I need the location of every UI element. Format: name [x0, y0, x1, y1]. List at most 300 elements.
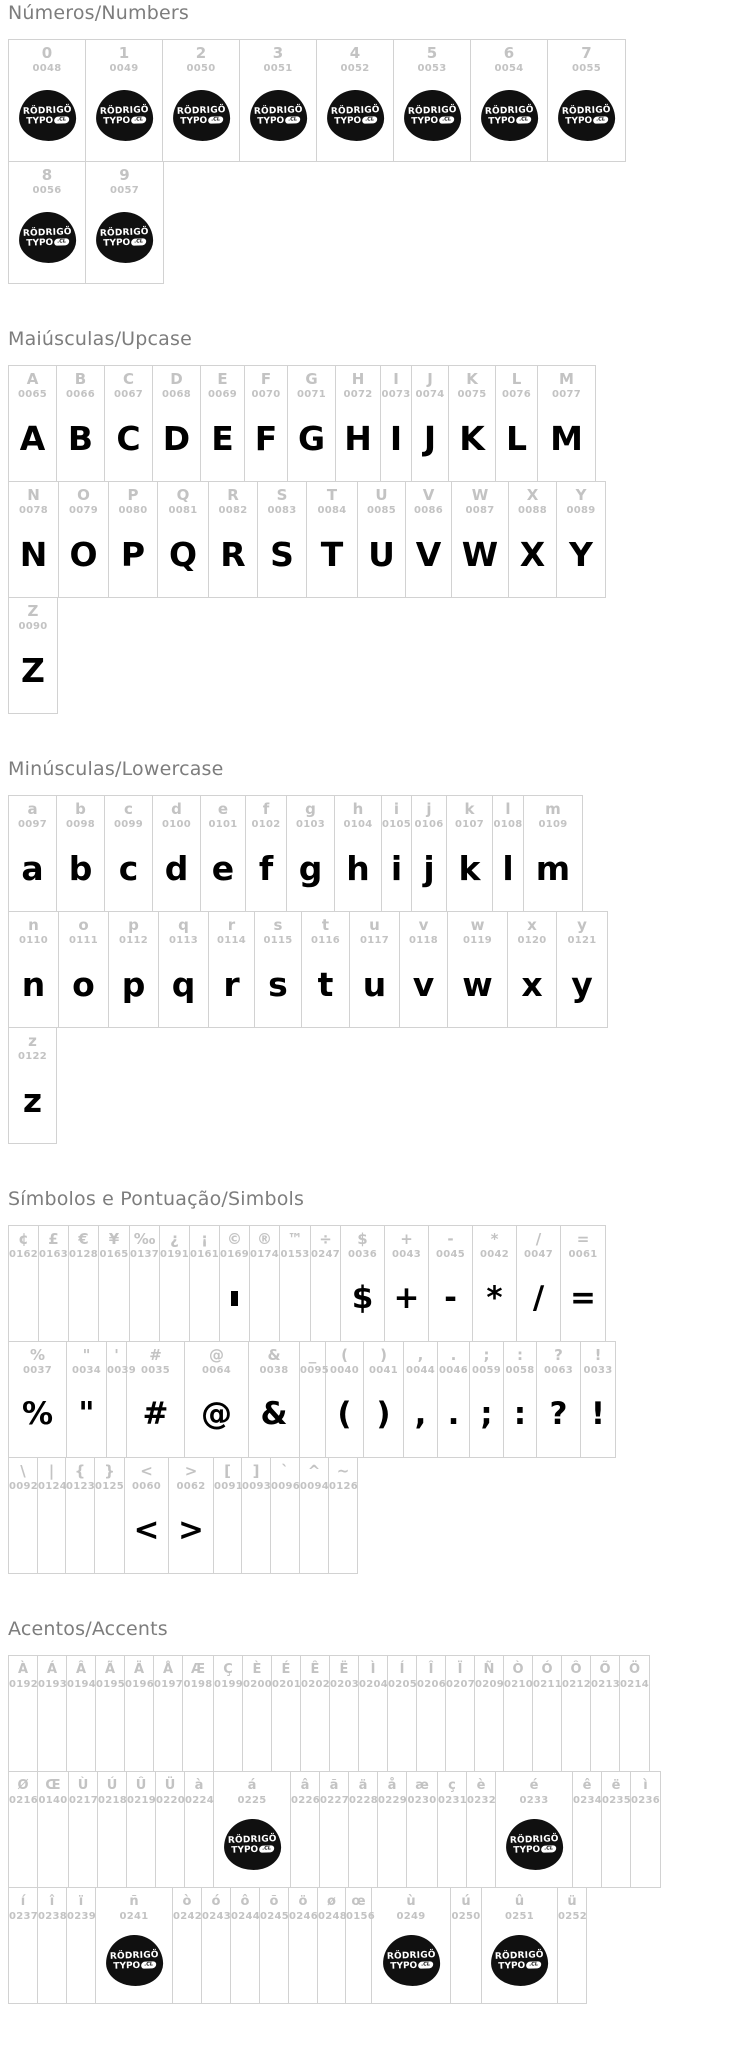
- glyph-code: 0140: [38, 1795, 68, 1806]
- glyph-cell-0091: [214, 1458, 242, 1573]
- glyph-char: 9: [119, 166, 130, 184]
- glyph-cell-0099: [105, 796, 153, 911]
- glyph-slot: [9, 401, 56, 476]
- glyph-char: {: [74, 1462, 86, 1480]
- logo-line2: [513, 1844, 556, 1855]
- glyph: z: [22, 1081, 43, 1120]
- glyph-slot: [335, 831, 381, 906]
- glyph-slot: [452, 517, 508, 592]
- glyph-row: [8, 481, 606, 598]
- glyph-code: 0057: [109, 185, 140, 196]
- glyph-slot: [591, 1691, 619, 1766]
- glyph-slot: [209, 517, 257, 592]
- glyph-slot: [9, 1261, 38, 1336]
- glyph-slot: [509, 517, 556, 592]
- glyph-code: 0163: [39, 1249, 69, 1260]
- glyph-char: Z: [27, 602, 39, 620]
- glyph-cell-0076: [496, 366, 538, 481]
- glyph-char: ?: [554, 1346, 563, 1364]
- glyph-cell-0193: [38, 1656, 67, 1771]
- glyph-slot: [38, 1807, 68, 1882]
- glyph-code: 0219: [127, 1795, 157, 1806]
- glyph-cell-0110: [9, 912, 59, 1027]
- glyph-slot: [109, 517, 157, 592]
- glyph-char: Â: [75, 1662, 87, 1677]
- glyph-code: 0216: [9, 1795, 39, 1806]
- glyph-cell-0235: [602, 1772, 631, 1887]
- glyph-cell-0120: [508, 912, 557, 1027]
- glyph-char: û: [514, 1894, 525, 1909]
- glyph-slot: [359, 1691, 387, 1766]
- glyph-char: k: [464, 800, 475, 818]
- glyph-code: 0069: [207, 389, 238, 400]
- glyph-slot: [156, 1807, 184, 1882]
- glyph-char: ç: [448, 1778, 456, 1793]
- glyph-code: 0248: [318, 1911, 348, 1922]
- glyph-char: R: [227, 486, 239, 504]
- glyph-code: 0055: [571, 63, 602, 74]
- glyph-char: ^: [307, 1462, 321, 1480]
- glyph-slot: [9, 75, 85, 156]
- glyph-char: <: [140, 1462, 153, 1480]
- glyph: e: [211, 849, 235, 888]
- glyph-char: Æ: [190, 1662, 206, 1677]
- glyph: r: [223, 965, 240, 1004]
- glyph-slot: [557, 947, 607, 1022]
- glyph-code: 0174: [250, 1249, 280, 1260]
- glyph-code: 0071: [296, 389, 327, 400]
- glyph-code: 0101: [208, 819, 238, 830]
- glyph-code: 0074: [415, 389, 445, 400]
- glyph-code: 0084: [317, 505, 347, 516]
- glyph: P: [120, 535, 146, 574]
- glyph-char: õ: [269, 1894, 279, 1909]
- glyph-cell-0080: [109, 482, 158, 597]
- glyph-slot: [9, 1807, 37, 1882]
- glyph-cell-0073: [381, 366, 412, 481]
- glyph-char: Õ: [599, 1662, 611, 1677]
- glyph-code: 0162: [9, 1249, 39, 1260]
- glyph-char: ¡: [201, 1230, 208, 1248]
- glyph-char: x: [527, 916, 537, 934]
- glyph-code: 0118: [408, 935, 439, 946]
- glyph: F: [254, 419, 278, 458]
- glyph-code: 0060: [131, 1481, 162, 1492]
- logo-badge: .CL: [417, 1961, 432, 1969]
- glyph-code: 0048: [32, 63, 62, 74]
- glyph-slot: [9, 633, 57, 708]
- glyph-slot: [214, 1493, 241, 1568]
- glyph-slot: [548, 75, 625, 156]
- glyph-code: 0042: [479, 1249, 510, 1260]
- glyph-char: Í: [399, 1662, 405, 1677]
- glyph-char: ': [114, 1346, 119, 1364]
- glyph-slot: [107, 1377, 126, 1452]
- glyph-code: 0156: [346, 1911, 376, 1922]
- glyph-code: 0169: [220, 1249, 250, 1260]
- glyph-cell-0061: [561, 1226, 605, 1341]
- glyph-code: 0210: [504, 1679, 534, 1690]
- glyph-code: 0033: [583, 1365, 613, 1376]
- rodrigotypo-logo: [403, 89, 462, 142]
- glyph-cell-0232: [467, 1772, 496, 1887]
- glyph-cell-0205: [388, 1656, 417, 1771]
- glyph-code: 0095: [300, 1365, 330, 1376]
- glyph-table-symbols: [8, 1225, 730, 1574]
- glyph-slot: [246, 831, 286, 906]
- glyph-char: 7: [581, 44, 592, 62]
- glyph-code: 0211: [533, 1679, 563, 1690]
- glyph-code: 0098: [65, 819, 96, 830]
- glyph-slot: [59, 517, 108, 592]
- logo-line2: [180, 115, 223, 126]
- glyph-code: 0088: [517, 505, 548, 516]
- glyph-row: [8, 161, 164, 284]
- glyph-slot: [341, 1261, 384, 1336]
- glyph-cell-0069: [201, 366, 245, 481]
- glyph-slot: [153, 401, 200, 476]
- glyph-char: Y: [575, 486, 587, 504]
- glyph-char: z: [28, 1032, 37, 1050]
- glyph-cell-0079: [59, 482, 109, 597]
- glyph: -: [444, 1280, 457, 1316]
- glyph-code: 0043: [391, 1249, 422, 1260]
- glyph-slot: [631, 1807, 660, 1882]
- glyph-cell-0249: [372, 1888, 451, 2003]
- glyph-char: (: [341, 1346, 348, 1364]
- logo-line2-text: TYPO: [230, 1844, 258, 1856]
- glyph-char: .: [450, 1346, 457, 1364]
- logo-line2: [488, 115, 531, 126]
- glyph-cell-0086: [406, 482, 452, 597]
- glyph-row: [8, 39, 626, 162]
- glyph-code: 0212: [562, 1679, 592, 1690]
- glyph-code: 0114: [216, 935, 247, 946]
- glyph: A: [19, 419, 46, 458]
- section-title-lowercase: Minúsculas/Lowercase: [8, 758, 224, 780]
- glyph-code: 0126: [329, 1481, 359, 1492]
- glyph-cell-0046: [438, 1342, 470, 1457]
- glyph-cell-0106: [412, 796, 447, 911]
- glyph-table-uppercase: [8, 365, 730, 714]
- glyph-code: 0236: [631, 1795, 661, 1806]
- glyph-char: Ä: [133, 1662, 145, 1677]
- glyph-slot: [385, 1261, 428, 1336]
- glyph-slot: [240, 75, 316, 156]
- glyph-char: Q: [176, 486, 190, 504]
- glyph-char: O: [77, 486, 90, 504]
- glyph-code: 0116: [310, 935, 341, 946]
- glyph: (: [337, 1396, 352, 1432]
- glyph-char: 8: [41, 166, 53, 184]
- glyph-code: 0191: [160, 1249, 190, 1260]
- glyph-cell-0109: [524, 796, 582, 911]
- logo-line1: RÖDRIGÖ: [99, 104, 149, 117]
- glyph-slot: [412, 831, 446, 906]
- glyph-code: 0102: [251, 819, 281, 830]
- glyph-slot: [245, 401, 287, 476]
- glyph-slot: [125, 1691, 153, 1766]
- glyph-char: ©: [227, 1230, 242, 1248]
- glyph-code: 0037: [22, 1365, 53, 1376]
- logo-line1: RÖDRIGÖ: [109, 1949, 159, 1962]
- glyph-char: y: [577, 916, 587, 934]
- logo-line1: RÖDRIGÖ: [484, 104, 534, 117]
- logo-line1: RÖDRIGÖ: [99, 226, 149, 239]
- logo-line2-text: TYPO: [112, 1960, 140, 1972]
- glyph-char: Ú: [106, 1778, 118, 1793]
- logo-line2: [113, 1960, 156, 1971]
- rodrigotypo-logo: [557, 89, 616, 142]
- glyph: Z: [21, 651, 45, 690]
- glyph-cell-0210: [504, 1656, 533, 1771]
- glyph-cell-0117: [350, 912, 400, 1027]
- glyph-code: 0087: [465, 505, 495, 516]
- glyph-code: 0137: [130, 1249, 160, 1260]
- glyph-cell-0137: [130, 1226, 160, 1341]
- glyph-char: W: [471, 486, 489, 504]
- logo-badge: .CL: [53, 116, 68, 124]
- glyph-cell-0123: [66, 1458, 95, 1573]
- glyph-char: ê: [582, 1778, 592, 1793]
- glyph-cell-0094: [300, 1458, 329, 1573]
- glyph-slot: [378, 1807, 406, 1882]
- glyph: n: [21, 965, 46, 1004]
- glyph-slot: [336, 401, 380, 476]
- glyph-bar: [231, 1291, 238, 1306]
- glyph-char: N: [27, 486, 40, 504]
- glyph-char: :: [517, 1346, 523, 1364]
- glyph-char: Ë: [339, 1662, 349, 1677]
- glyph-char: a: [27, 800, 38, 818]
- rodrigotypo-logo: [95, 211, 154, 264]
- glyph-cell-0211: [533, 1656, 562, 1771]
- glyph-slot: [57, 401, 104, 476]
- glyph-cell-0153: [280, 1226, 311, 1341]
- glyph-slot: [467, 1807, 495, 1882]
- glyph-slot: [394, 75, 470, 156]
- glyph-code: 0096: [271, 1481, 301, 1492]
- glyph-slot: [558, 1923, 586, 1998]
- glyph-cell-0126: [329, 1458, 357, 1573]
- glyph-char: í: [20, 1894, 26, 1909]
- glyph-slot: [99, 1261, 129, 1336]
- logo-line1: RÖDRIGÖ: [330, 104, 380, 117]
- glyph-cell-0066: [57, 366, 105, 481]
- glyph-slot: [105, 401, 152, 476]
- glyph: H: [344, 419, 372, 458]
- glyph-char: Ì: [370, 1662, 376, 1677]
- glyph-char: ,: [417, 1346, 424, 1364]
- rodrigotypo-logo: [172, 89, 231, 142]
- glyph-cell-0244: [231, 1888, 260, 2003]
- glyph-char: o: [78, 916, 89, 934]
- glyph-code: 0039: [107, 1365, 137, 1376]
- glyph-slot: [201, 831, 245, 906]
- glyph-code: 0097: [17, 819, 48, 830]
- logo-line2: [257, 115, 300, 126]
- glyph-char: +: [400, 1230, 413, 1248]
- glyph-cell-0200: [243, 1656, 272, 1771]
- glyph: a: [21, 849, 44, 888]
- glyph-cell-0242: [173, 1888, 202, 2003]
- logo-line2: [26, 237, 69, 248]
- glyph-cell-0038: [249, 1342, 300, 1457]
- glyph-slot: [9, 947, 58, 1022]
- glyph-cell-0119: [448, 912, 508, 1027]
- glyph-char: i: [393, 800, 400, 818]
- glyph-char: *: [490, 1230, 499, 1248]
- glyph: f: [258, 849, 274, 888]
- logo-line2: [231, 1844, 274, 1855]
- glyph-slot: [372, 1923, 450, 1998]
- glyph-code: 0093: [242, 1481, 272, 1492]
- glyph-cell-0093: [242, 1458, 271, 1573]
- glyph-code: 0052: [340, 63, 370, 74]
- glyph-cell-0199: [214, 1656, 243, 1771]
- glyph-slot: [95, 1493, 124, 1568]
- glyph: I: [389, 419, 403, 458]
- logo-line2: [26, 115, 69, 126]
- glyph-cell-0230: [407, 1772, 438, 1887]
- glyph-char: å: [387, 1778, 397, 1793]
- glyph-cell-0087: [452, 482, 509, 597]
- glyph-code: 0106: [414, 819, 444, 830]
- glyph-slot: [272, 1691, 300, 1766]
- glyph-slot: [69, 1807, 97, 1882]
- glyph-char: Ô: [570, 1662, 582, 1677]
- glyph-char: d: [171, 800, 182, 818]
- glyph: Q: [168, 535, 198, 574]
- glyph-slot: [9, 1691, 37, 1766]
- glyph-slot: [66, 1493, 94, 1568]
- glyph-char: Û: [135, 1778, 147, 1793]
- glyph-cell-0247: [311, 1226, 341, 1341]
- glyph-code: 0198: [183, 1679, 213, 1690]
- glyph-slot: [438, 1377, 469, 1452]
- glyph-code: 0077: [551, 389, 582, 400]
- glyph-code: 0128: [69, 1249, 99, 1260]
- glyph-cell-0140: [38, 1772, 69, 1887]
- logo-line2-text: TYPO: [102, 115, 130, 127]
- glyph-code: 0075: [457, 389, 487, 400]
- glyph-code: 0237: [9, 1911, 39, 1922]
- glyph-code: 0200: [243, 1679, 273, 1690]
- glyph: /: [532, 1280, 545, 1316]
- glyph-slot: [160, 1261, 189, 1336]
- glyph-slot: [201, 401, 244, 476]
- glyph-slot: [202, 1923, 230, 1998]
- glyph: m: [535, 849, 571, 888]
- glyph-cell-0088: [509, 482, 557, 597]
- logo-line2: [334, 115, 377, 126]
- glyph-char: 3: [272, 44, 284, 62]
- glyph-slot: [573, 1807, 601, 1882]
- glyph-slot: [302, 947, 349, 1022]
- glyph-code: 0035: [140, 1365, 171, 1376]
- glyph-cell-0233: [496, 1772, 573, 1887]
- glyph-slot: [300, 1493, 328, 1568]
- glyph-cell-0040: [326, 1342, 364, 1457]
- glyph-char: `: [281, 1462, 289, 1480]
- glyph-code: 0227: [320, 1795, 350, 1806]
- logo-badge: .CL: [140, 1961, 155, 1969]
- glyph-slot: [400, 947, 447, 1022]
- glyph-char: %: [29, 1346, 46, 1364]
- glyph-code: 0064: [201, 1365, 232, 1376]
- glyph: M: [550, 419, 583, 458]
- glyph-char: ë: [611, 1778, 621, 1793]
- logo-line1: RÖDRIGÖ: [176, 104, 226, 117]
- glyph-slot: [280, 1261, 310, 1336]
- glyph-code: 0235: [602, 1795, 632, 1806]
- glyph-code: 0125: [95, 1481, 125, 1492]
- logo-line2-text: TYPO: [498, 1960, 526, 1972]
- glyph-cell-0062: [169, 1458, 214, 1573]
- glyph-slot: [470, 1377, 503, 1452]
- glyph-table-lowercase: [8, 795, 730, 1144]
- glyph-slot: [318, 1923, 345, 1998]
- glyph-cell-0034: [67, 1342, 107, 1457]
- glyph-char: à: [194, 1778, 204, 1793]
- glyph-char: /: [535, 1230, 542, 1248]
- glyph-cell-0161: [190, 1226, 220, 1341]
- glyph: d: [164, 849, 189, 888]
- glyph-char: A: [26, 370, 39, 388]
- glyph-slot: [287, 831, 334, 906]
- glyph-cell-0053: [394, 40, 471, 161]
- logo-badge: .CL: [207, 116, 222, 124]
- rodrigotypo-logo: [18, 211, 77, 264]
- glyph-code: 0111: [68, 935, 99, 946]
- glyph: u: [362, 965, 387, 1004]
- glyph-char: l: [505, 800, 511, 818]
- glyph-code: 0232: [467, 1795, 497, 1806]
- glyph-code: 0231: [438, 1795, 468, 1806]
- glyph-char: !: [594, 1346, 602, 1364]
- glyph-char: è: [476, 1778, 486, 1793]
- glyph-code: 0094: [300, 1481, 330, 1492]
- glyph-slot: [508, 947, 556, 1022]
- glyph-char: Ó: [541, 1662, 553, 1677]
- glyph-code: 0050: [186, 63, 216, 74]
- glyph-code: 0085: [366, 505, 397, 516]
- rodrigotypo-logo: [326, 89, 385, 142]
- glyph-slot: [158, 517, 208, 592]
- logo-line2-text: TYPO: [179, 115, 207, 127]
- glyph: <: [133, 1512, 160, 1548]
- logo-badge: .CL: [284, 116, 299, 124]
- glyph-char: _: [308, 1346, 317, 1364]
- glyph-cell-0252: [558, 1888, 586, 2003]
- glyph-cell-0203: [330, 1656, 359, 1771]
- glyph: y: [571, 965, 593, 1004]
- glyph-map: [8, 2, 730, 2004]
- logo-badge: .CL: [540, 1845, 555, 1853]
- glyph-cell-0057: [86, 162, 163, 283]
- glyph-code: 0214: [620, 1679, 650, 1690]
- glyph-slot: [533, 1691, 561, 1766]
- glyph-code: 0220: [156, 1795, 186, 1806]
- glyph-slot: [185, 1377, 248, 1452]
- logo-badge: .CL: [361, 116, 376, 124]
- glyph-slot: [250, 1261, 279, 1336]
- glyph-char: À: [17, 1662, 29, 1677]
- glyph: R: [220, 535, 246, 574]
- glyph-char: \: [20, 1462, 26, 1480]
- glyph-cell-0169: [220, 1226, 250, 1341]
- glyph-slot: [209, 947, 254, 1022]
